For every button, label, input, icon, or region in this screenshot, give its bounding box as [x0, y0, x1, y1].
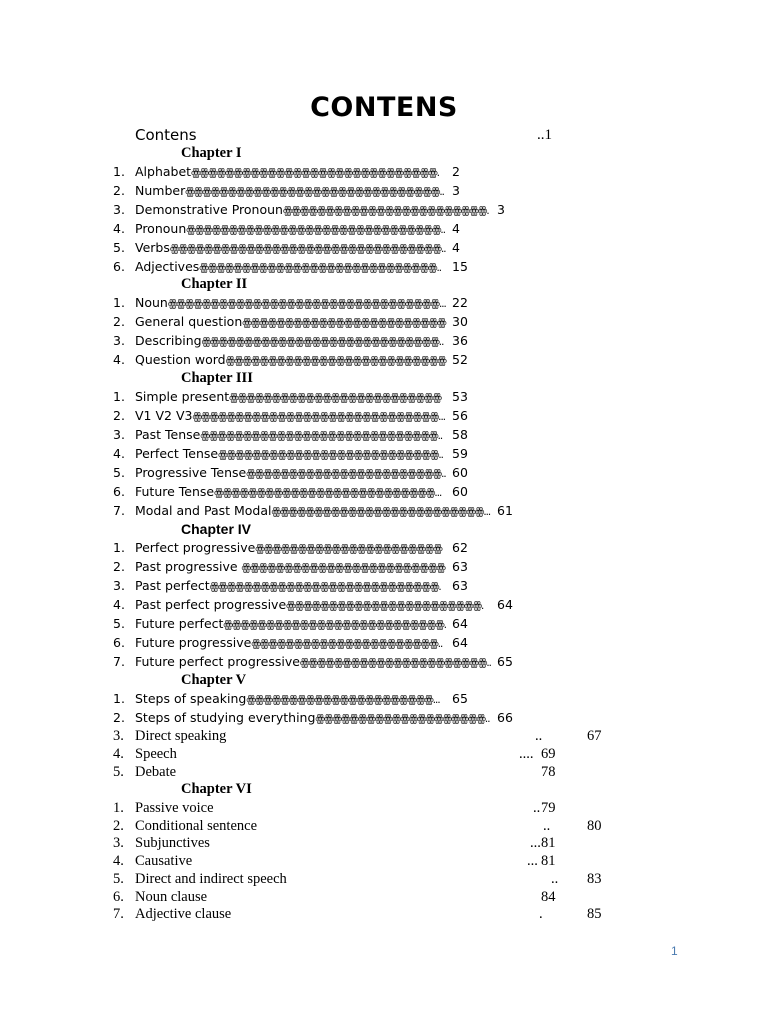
- entry-number: 3.: [113, 427, 125, 442]
- entry-title: [135, 221, 445, 236]
- entry-page-number: 63: [452, 559, 468, 574]
- toc-entry[interactable]: [0, 389, 768, 407]
- entry-number: 4.: [113, 853, 124, 869]
- toc-entry[interactable]: [0, 484, 768, 502]
- entry-number: 4.: [113, 352, 125, 367]
- entry-title-text: Past perfect progressive: [135, 597, 287, 612]
- entry-title-text: Progressive Tense: [135, 465, 247, 480]
- entry-title: [135, 183, 444, 198]
- toc-entry[interactable]: [0, 540, 768, 558]
- entry-number: 2.: [113, 559, 125, 574]
- toc-entry[interactable]: [0, 728, 768, 746]
- entry-leader: ꙮꙮꙮꙮꙮꙮꙮꙮꙮꙮꙮꙮꙮꙮꙮꙮꙮꙮꙮꙮꙮꙮꙮ.: [286, 599, 484, 612]
- entry-page-number: 66: [497, 710, 513, 725]
- entry-title-text: Describing: [135, 333, 202, 348]
- entry-leader: ꙮꙮꙮꙮꙮꙮꙮꙮꙮꙮꙮꙮꙮꙮꙮꙮꙮꙮꙮꙮꙮꙮꙮꙮꙮꙮꙮꙮꙮꙮꙮꙮ..: [169, 242, 446, 255]
- entry-number: 3.: [113, 333, 125, 348]
- chapter-heading: Chapter VI: [181, 781, 252, 797]
- entry-leader: ꙮꙮꙮꙮꙮꙮꙮꙮꙮꙮꙮꙮꙮꙮꙮꙮꙮꙮꙮꙮꙮꙮꙮꙮꙮꙮꙮꙮ..: [199, 261, 441, 274]
- entry-title: Causative: [135, 853, 193, 869]
- entry-title: [135, 408, 445, 423]
- entry-number: 3.: [113, 835, 124, 851]
- toc-entry[interactable]: [0, 202, 768, 220]
- entry-title: [135, 484, 441, 499]
- entry-title-text: General question: [135, 314, 243, 329]
- entry-title: Conditional sentence: [135, 818, 258, 834]
- toc-entry[interactable]: [0, 333, 768, 351]
- entry-page-number: 84: [541, 889, 556, 905]
- entry-title: Passive voice: [135, 800, 214, 816]
- entry-page-number: 85: [587, 906, 602, 922]
- entry-title-text: Number: [135, 183, 186, 198]
- entry-number: 5.: [113, 616, 125, 631]
- entry-page-number: 59: [452, 446, 468, 461]
- entry-page-number: 81: [541, 835, 556, 851]
- entry-page-number: 64: [497, 597, 513, 612]
- entry-page-number: 81: [541, 853, 556, 869]
- entry-title-text: Steps of speaking: [135, 691, 247, 706]
- toc-entry[interactable]: [0, 654, 768, 672]
- entry-leader: ꙮꙮꙮꙮꙮꙮꙮꙮꙮꙮꙮꙮꙮꙮꙮꙮꙮꙮꙮꙮꙮꙮꙮꙮꙮꙮꙮꙮꙮꙮ..: [185, 185, 444, 198]
- entry-leader: ..: [543, 818, 551, 834]
- entry-number: 7.: [113, 503, 125, 518]
- toc-entry[interactable]: [0, 559, 768, 577]
- entry-number: 1.: [113, 800, 124, 816]
- entry-leader: ...: [530, 835, 541, 851]
- toc-entry[interactable]: [0, 906, 768, 924]
- entry-leader: ...: [527, 853, 538, 869]
- entry-title-text: Pronoun: [135, 221, 187, 236]
- entry-page-number: 64: [452, 616, 468, 631]
- entry-leader: ꙮꙮꙮꙮꙮꙮꙮꙮꙮꙮꙮꙮꙮꙮꙮꙮꙮꙮꙮꙮꙮꙮꙮꙮꙮꙮꙮꙮꙮ...: [192, 410, 445, 423]
- chapter-heading: Chapter III: [181, 370, 253, 386]
- entry-title: [135, 446, 443, 461]
- entry-page-number: 80: [587, 818, 602, 834]
- entry-title-text: Future perfect progressive: [135, 654, 300, 669]
- entry-number: 5.: [113, 764, 124, 780]
- entry-title: [135, 314, 445, 329]
- entry-title: [135, 559, 445, 574]
- entry-number: 1.: [113, 540, 125, 555]
- toc-entry[interactable]: [0, 465, 768, 483]
- entry-number: 1.: [113, 164, 125, 179]
- entry-number: 7.: [113, 654, 125, 669]
- entry-leader: ꙮꙮꙮꙮꙮꙮꙮꙮꙮꙮꙮꙮꙮꙮꙮꙮꙮꙮꙮꙮꙮꙮꙮ..: [246, 467, 446, 480]
- entry-page-number: 30: [452, 314, 468, 329]
- entry-title: [135, 503, 490, 518]
- entry-title: [135, 540, 442, 555]
- entry-leader: ꙮꙮꙮꙮꙮꙮꙮꙮꙮꙮꙮꙮꙮꙮꙮꙮꙮꙮꙮꙮꙮꙮ...: [246, 693, 440, 706]
- entry-title: [135, 465, 446, 480]
- entry-number: 4.: [113, 446, 125, 461]
- entry-page-number: 69: [541, 746, 556, 762]
- entry-leader: ꙮꙮꙮꙮꙮꙮꙮꙮꙮꙮꙮꙮꙮꙮꙮꙮꙮꙮꙮꙮꙮꙮꙮꙮꙮꙮꙮꙮ..: [201, 335, 444, 348]
- toc-entry[interactable]: [0, 314, 768, 332]
- entry-number: 5.: [113, 465, 125, 480]
- entry-leader: ꙮꙮꙮꙮꙮꙮꙮꙮꙮꙮꙮꙮꙮꙮꙮꙮꙮꙮꙮꙮꙮꙮꙮꙮꙮ: [229, 391, 441, 404]
- entry-leader: ꙮꙮꙮꙮꙮꙮꙮꙮꙮꙮꙮꙮꙮꙮꙮꙮꙮꙮꙮꙮꙮꙮꙮꙮꙮꙮꙮ.: [209, 580, 441, 593]
- toc-entry[interactable]: [0, 710, 768, 728]
- toc-entry[interactable]: [0, 818, 768, 836]
- entry-number: 1.: [113, 389, 125, 404]
- entry-page-number: 65: [452, 691, 468, 706]
- entry-number: 3.: [113, 728, 124, 744]
- entry-title-text: Future Tense: [135, 484, 215, 499]
- entry-number: 4.: [113, 221, 125, 236]
- entry-title: Direct speaking: [135, 728, 227, 744]
- entry-number: 6.: [113, 259, 125, 274]
- toc-entry[interactable]: [0, 352, 768, 370]
- entry-page-number: 61: [497, 503, 513, 518]
- entry-leader: ꙮꙮꙮꙮꙮꙮꙮꙮꙮꙮꙮꙮꙮꙮꙮꙮꙮꙮꙮꙮ..: [315, 712, 490, 725]
- entry-number: 7.: [113, 906, 124, 922]
- entry-page-number: 62: [452, 540, 468, 555]
- entry-page-number: 53: [452, 389, 468, 404]
- entry-title: Adjective clause: [135, 906, 232, 922]
- entry-number: 6.: [113, 484, 125, 499]
- entry-leader: ..: [533, 800, 541, 816]
- entry-number: 2.: [113, 408, 125, 423]
- entry-page-number: 4: [452, 221, 460, 236]
- entry-title-text: Adjectives: [135, 259, 200, 274]
- contents-label: Contens: [135, 126, 197, 144]
- toc-entry[interactable]: [0, 871, 768, 889]
- entry-title: Subjunctives: [135, 835, 210, 851]
- entry-leader: ꙮꙮꙮꙮꙮꙮꙮꙮꙮꙮꙮꙮꙮꙮꙮꙮꙮꙮꙮꙮꙮꙮꙮꙮꙮꙮꙮꙮ..: [200, 429, 443, 442]
- chapter-heading: Chapter IV: [181, 521, 252, 537]
- toc-entry[interactable]: [0, 183, 768, 201]
- toc-entry[interactable]: [0, 616, 768, 634]
- toc-entry[interactable]: [0, 503, 768, 521]
- entry-leader: ꙮꙮꙮꙮꙮꙮꙮꙮꙮꙮꙮꙮꙮꙮꙮꙮꙮꙮꙮꙮꙮꙮꙮꙮꙮꙮꙮꙮꙮꙮ..: [186, 223, 445, 236]
- entry-number: 1.: [113, 295, 125, 310]
- entry-title: Noun clause: [135, 889, 208, 905]
- toc-entry[interactable]: [0, 691, 768, 709]
- entry-leader: ..: [551, 871, 559, 887]
- entry-leader: ꙮꙮꙮꙮꙮꙮꙮꙮꙮꙮꙮꙮꙮꙮꙮꙮꙮꙮꙮꙮꙮꙮꙮꙮꙮꙮ..: [218, 448, 443, 461]
- entry-title-text: Noun: [135, 295, 168, 310]
- entry-title-text: Demonstrative Pronoun: [135, 202, 283, 217]
- toc-entry[interactable]: [0, 746, 768, 764]
- entry-page-number: 67: [587, 728, 602, 744]
- chapter-heading: Chapter II: [181, 276, 248, 292]
- entry-leader: ꙮꙮꙮꙮꙮꙮꙮꙮꙮꙮꙮꙮꙮꙮꙮꙮꙮꙮꙮꙮꙮꙮꙮꙮꙮ...: [271, 505, 491, 518]
- entry-leader: ꙮꙮꙮꙮꙮꙮꙮꙮꙮꙮꙮꙮꙮꙮꙮꙮꙮꙮꙮꙮꙮꙮꙮꙮꙮꙮꙮꙮꙮꙮꙮꙮ...: [167, 297, 446, 310]
- entry-page-number: 64: [452, 635, 468, 650]
- entry-title: Speech: [135, 746, 177, 762]
- entry-title-text: Alphabet: [135, 164, 192, 179]
- entry-number: 2.: [113, 183, 125, 198]
- entry-number: 2.: [113, 818, 124, 834]
- entry-number: 4.: [113, 746, 124, 762]
- entry-number: 2.: [113, 710, 125, 725]
- entry-number: 5.: [113, 240, 125, 255]
- entry-title-text: Future perfect: [135, 616, 224, 631]
- chapter-heading: Chapter V: [181, 672, 247, 688]
- entry-number: 1.: [113, 691, 125, 706]
- entry-title: [135, 333, 443, 348]
- entry-page-number: 3: [452, 183, 460, 198]
- entry-title-text: Perfect progressive: [135, 540, 256, 555]
- toc-entry[interactable]: [0, 597, 768, 615]
- entry-title: [135, 202, 489, 217]
- entry-page-number: 3: [497, 202, 505, 217]
- entry-title: [135, 635, 442, 650]
- entry-title: [135, 691, 440, 706]
- toc-entry[interactable]: [0, 240, 768, 258]
- entry-title: [135, 389, 441, 404]
- entry-page-number: 52: [452, 352, 468, 367]
- entry-title: [135, 240, 445, 255]
- entry-title: [135, 164, 439, 179]
- entry-title-text: Steps of studying everything: [135, 710, 316, 725]
- entry-leader: ꙮꙮꙮꙮꙮꙮꙮꙮꙮꙮꙮꙮꙮꙮꙮꙮꙮꙮꙮꙮꙮꙮ..: [299, 656, 491, 669]
- entry-title: Direct and indirect speech: [135, 871, 287, 887]
- entry-page-number: 4: [452, 240, 460, 255]
- toc-entry[interactable]: [0, 889, 768, 907]
- entry-title-text: Verbs: [135, 240, 170, 255]
- entry-title-text: Past progressive: [135, 559, 242, 574]
- toc-entry[interactable]: [0, 764, 768, 782]
- entry-leader: ꙮꙮꙮꙮꙮꙮꙮꙮꙮꙮꙮꙮꙮꙮꙮꙮꙮꙮꙮꙮꙮꙮꙮꙮꙮꙮꙮꙮꙮ.: [191, 166, 439, 179]
- entry-title: [135, 578, 441, 593]
- entry-page-number: 65: [497, 654, 513, 669]
- entry-number: 3.: [113, 578, 125, 593]
- entry-leader: ꙮꙮꙮꙮꙮꙮꙮꙮꙮꙮꙮꙮꙮꙮꙮꙮꙮꙮꙮꙮꙮꙮꙮꙮꙮꙮ: [225, 354, 446, 367]
- footer-page-number: 1: [671, 944, 678, 958]
- toc-entry[interactable]: [0, 800, 768, 818]
- entry-title: [135, 427, 442, 442]
- entry-number: 6.: [113, 889, 124, 905]
- entry-title: [135, 352, 446, 367]
- toc-entry[interactable]: [0, 578, 768, 596]
- entry-leader: ꙮꙮꙮꙮꙮꙮꙮꙮꙮꙮꙮꙮꙮꙮꙮꙮꙮꙮꙮꙮꙮꙮ: [255, 542, 442, 555]
- toc-entry[interactable]: [0, 853, 768, 871]
- entry-number: 4.: [113, 597, 125, 612]
- entry-number: 3.: [113, 202, 125, 217]
- entry-title: [135, 616, 446, 631]
- entry-title-text: Perfect Tense: [135, 446, 219, 461]
- contents-page-number: ..1: [537, 127, 552, 143]
- entry-page-number: 63: [452, 578, 468, 593]
- entry-leader: ꙮꙮꙮꙮꙮꙮꙮꙮꙮꙮꙮꙮꙮꙮꙮꙮꙮꙮꙮꙮꙮꙮꙮꙮ: [242, 316, 446, 329]
- entry-title: Debate: [135, 764, 177, 780]
- entry-page-number: 56: [452, 408, 468, 423]
- toc-entry[interactable]: [0, 408, 768, 426]
- entry-leader: ꙮꙮꙮꙮꙮꙮꙮꙮꙮꙮꙮꙮꙮꙮꙮꙮꙮꙮꙮꙮꙮꙮꙮꙮꙮꙮ.: [223, 618, 446, 631]
- entry-leader: ꙮꙮꙮꙮꙮꙮꙮꙮꙮꙮꙮꙮꙮꙮꙮꙮꙮꙮꙮꙮꙮꙮꙮꙮꙮꙮ...: [214, 486, 442, 499]
- toc-entry[interactable]: [0, 835, 768, 853]
- entry-number: 2.: [113, 314, 125, 329]
- entry-title: [135, 597, 483, 612]
- entry-leader: ꙮꙮꙮꙮꙮꙮꙮꙮꙮꙮꙮꙮꙮꙮꙮꙮꙮꙮꙮꙮꙮꙮꙮꙮ.: [282, 204, 489, 217]
- entry-title-text: Simple present: [135, 389, 230, 404]
- entry-title: [135, 295, 446, 310]
- entry-page-number: 78: [541, 764, 556, 780]
- entry-title-text: Modal and Past Modal: [135, 503, 272, 518]
- entry-title-text: Question word: [135, 352, 226, 367]
- entry-page-number: 60: [452, 465, 468, 480]
- entry-number: 5.: [113, 871, 124, 887]
- toc-entry[interactable]: [0, 427, 768, 445]
- entry-title-text: V1 V2 V3: [135, 408, 193, 423]
- toc-entry[interactable]: [0, 446, 768, 464]
- entry-page-number: 22: [452, 295, 468, 310]
- entry-page-number: 83: [587, 871, 602, 887]
- entry-page-number: 58: [452, 427, 468, 442]
- entry-title-text: Past Tense: [135, 427, 201, 442]
- entry-page-number: 2: [452, 164, 460, 179]
- toc-entry[interactable]: [0, 259, 768, 277]
- toc-entry[interactable]: [0, 635, 768, 653]
- entry-leader: ....: [519, 746, 534, 762]
- entry-title-text: Past perfect: [135, 578, 210, 593]
- entry-leader: .: [539, 906, 543, 922]
- entry-page-number: 79: [541, 800, 556, 816]
- toc-entry[interactable]: [0, 221, 768, 239]
- entry-number: 6.: [113, 635, 125, 650]
- entry-title-text: Future progressive: [135, 635, 252, 650]
- entry-leader: ..: [535, 728, 543, 744]
- chapter-heading: Chapter I: [181, 145, 242, 161]
- toc-entry[interactable]: [0, 295, 768, 313]
- entry-page-number: 60: [452, 484, 468, 499]
- entry-title: [135, 654, 491, 669]
- entry-title: [135, 710, 489, 725]
- entry-leader: ꙮꙮꙮꙮꙮꙮꙮꙮꙮꙮꙮꙮꙮꙮꙮꙮꙮꙮꙮꙮꙮꙮꙮꙮ: [241, 561, 445, 574]
- entry-title: [135, 259, 441, 274]
- toc-entry[interactable]: [0, 164, 768, 182]
- document-title: CONTENS: [310, 92, 458, 123]
- entry-page-number: 15: [452, 259, 468, 274]
- entry-leader: ꙮꙮꙮꙮꙮꙮꙮꙮꙮꙮꙮꙮꙮꙮꙮꙮꙮꙮꙮꙮꙮꙮ..: [251, 637, 443, 650]
- entry-page-number: 36: [452, 333, 468, 348]
